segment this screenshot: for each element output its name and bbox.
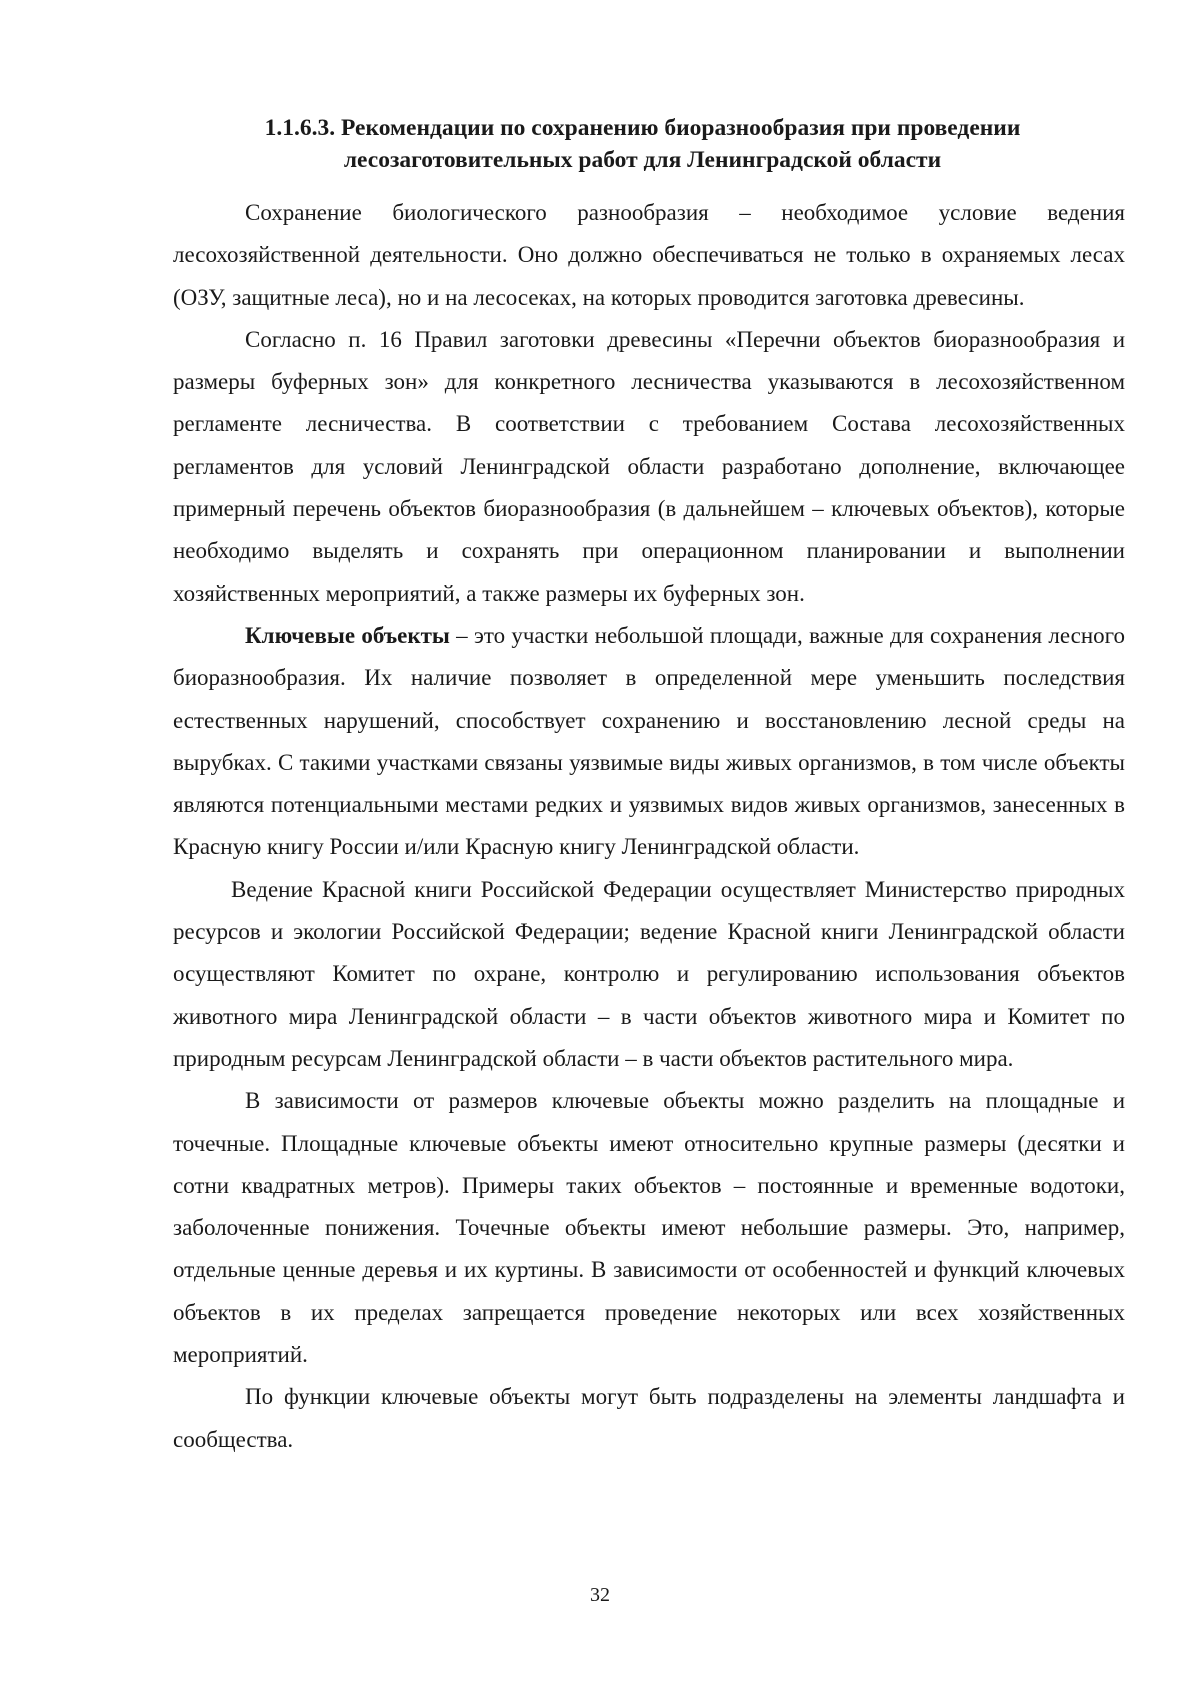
section-heading-line-1: 1.1.6.3. Рекомендации по сохранению биоразнообразия при проведении (264, 115, 1021, 141)
key-objects-term: Ключевые объекты (245, 622, 450, 648)
paragraph-text: В зависимости от размеров ключевые объекты можно разделить на площадные и точечные. Площадные ключевые объекты имеют относительно крупные размеры (десятки и сотни квадратных метров). Примеры таких объектов – постоянные и временные водотоки, заболоченные понижения. Точечные объекты имеют небольшие размеры. Это, например, отдельные ценные деревья и их куртины. В зависимости от особенностей и функций ключевых объектов в их пределах запрещается проведение некоторых или всех хозяйственных мероприятий. (173, 1088, 1125, 1368)
paragraph-key-objects (173, 615, 1125, 869)
paragraph-biodiversity-conservation (173, 192, 1125, 319)
section-heading (180, 112, 1105, 176)
document-body (173, 192, 1125, 1461)
paragraph-text: Согласно п. 16 Правил заготовки древесины «Перечни объектов биоразнообразия и размеры буферных зон» для конкретного лесничества указываются в лесохозяйственном регламенте лесничества. В соответствии с требованием Состава лесохозяйственных регламентов для условий Ленинградской области разработано дополнение, включающее примерный перечень объектов биоразнообразия (в дальнейшем – ключевых объектов), которые необходимо выделять и сохранять при операционном планировании и выполнении хозяйственных мероприятий, а также размеры их буферных зон. (173, 326, 1125, 606)
paragraph-red-book (173, 869, 1125, 1080)
paragraph-text: Сохранение биологического разнообразия – необходимое условие ведения лесохозяйственной деятельности. Оно должно обеспечиваться не только в охраняемых лесах (ОЗУ, защитные леса), но и на лесосеках, на которых проводится заготовка древесины. (173, 200, 1125, 310)
paragraph-logging-rules (173, 319, 1125, 615)
paragraph-text: Ведение Красной книги Российской Федерации осуществляет Министерство природных ресурсов и экологии Российской Федерации; ведение Красной книги Ленинградской области осуществляют Комитет по охране, контролю и регулированию использования объектов животного мира Ленинградской области – в части объектов животного мира и Комитет по природным ресурсам Ленинградской области – в части объектов растительного мира. (173, 876, 1125, 1071)
section-heading-line-2: лесозаготовительных работ для Ленинградской области (343, 147, 942, 173)
paragraph-object-functions (173, 1376, 1125, 1461)
page-number: 32 (590, 1584, 610, 1606)
paragraph-text: – это участки небольшой площади, важные для сохранения лесного биоразнообразия. Их наличие позволяет в определенной мере уменьшить последствия естественных нарушений, способствует сохранению и восстановлению лесной среды на вырубках. С такими участками связаны уязвимые виды живых организмов, в том числе объекты являются потенциальными местами редких и уязвимых видов живых организмов, занесенных в Красную книгу России и/или Красную книгу Ленинградской области. (173, 622, 1125, 860)
paragraph-text: По функции ключевые объекты могут быть подразделены на элементы ландшафта и сообщества. (173, 1384, 1125, 1452)
paragraph-object-sizes (173, 1080, 1125, 1376)
